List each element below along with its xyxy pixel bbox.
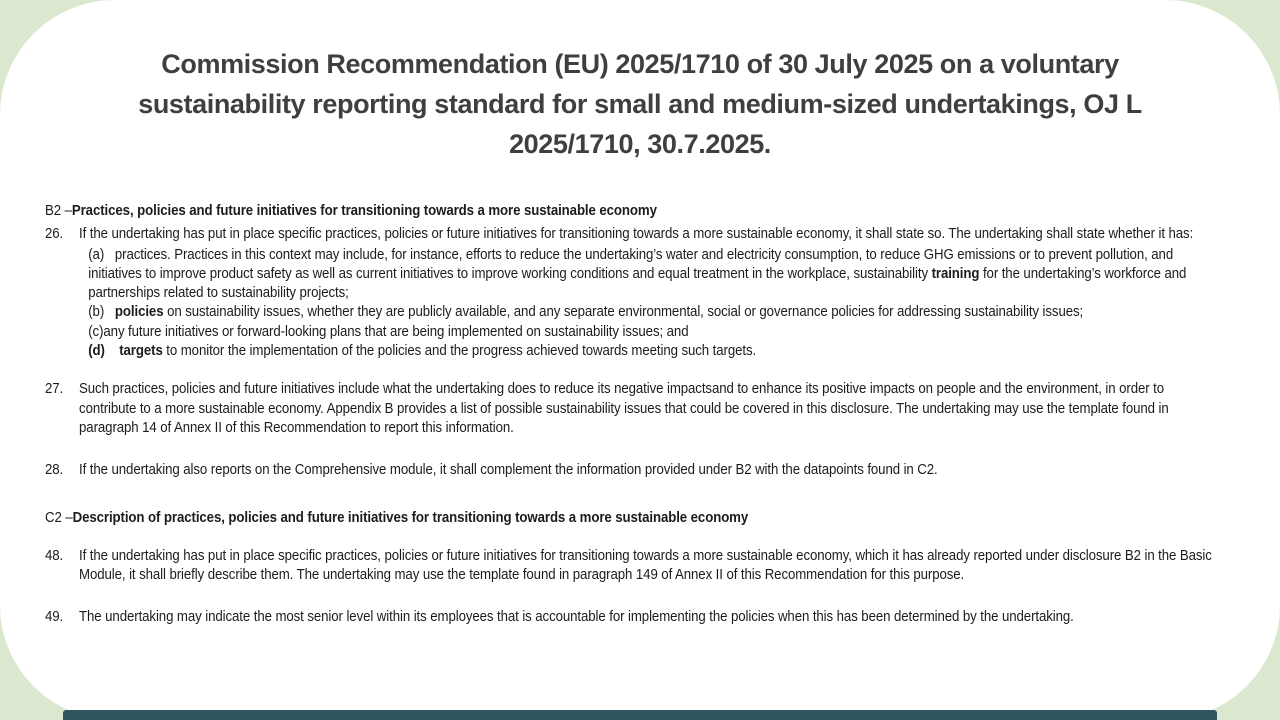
bottom-accent-bar (63, 710, 1217, 720)
sub-paragraph (45, 246, 1224, 304)
paragraph-number: 27. (45, 381, 64, 398)
title-line: Commission Recommendation (EU) 2025/1710 of 30 July 2025 on a voluntary (161, 49, 1119, 79)
sub-paragraph (45, 303, 1224, 322)
section-heading (45, 509, 1224, 528)
sub-paragraph (45, 323, 1224, 342)
paragraph-text: (d) targets to monitor the implementation of the policies and the progress achieved towards meeting such targets. (88, 343, 757, 360)
title-line: sustainability reporting standard for small and medium-sized undertakings, OJ L (138, 89, 1142, 119)
numbered-paragraph (45, 380, 1224, 438)
numbered-paragraph (45, 608, 1224, 627)
numbered-paragraph (45, 461, 1224, 480)
paragraph-text: Such practices, policies and future initiatives include what the undertaking does to reduce its negative impactsand to enhance its positive impacts on people and the environment, in order to contribute to a more sustainable economy. Appendix B provides a list of possible sustainability issues that could be covered in this disclosure. The undertaking may use the template found in paragraph 14 of Annex II of this Recommendation to report this information. (79, 381, 1169, 436)
paragraph-text: C2 –Description of practices, policies and future initiatives for transitioning towards a more sustainable economy (45, 509, 749, 526)
document-body (45, 202, 1224, 628)
numbered-paragraph (45, 225, 1224, 244)
paragraph-number: 28. (45, 462, 64, 479)
paragraph-number: 49. (45, 609, 64, 626)
sub-paragraph (45, 342, 1224, 361)
paragraph-text: If the undertaking has put in place specific practices, policies or future initiatives for transitioning towards a more sustainable economy, it shall state so. The undertaking shall state whether it has: (79, 226, 1194, 243)
numbered-paragraph (45, 547, 1224, 586)
paragraph-text: (a) practices. Practices in this context may include, for instance, efforts to reduce the undertaking’s water and electricity consumption, to reduce GHG emissions or to prevent pollution, and initiatives to improve product safety as well as current initiatives to improve working conditions and equal treatment in the workplace, sustainability training for the undertaking’s workforce and partnerships related to sustainability projects; (88, 246, 1187, 302)
paragraph-text: B2 –Practices, policies and future initiatives for transitioning towards a more sustainable economy (45, 203, 657, 219)
section-heading (45, 202, 1224, 221)
title-line: 2025/1710, 30.7.2025. (509, 129, 771, 159)
paragraph-number: 26. (45, 226, 64, 243)
paragraph-text: (c)any future initiatives or forward-looking plans that are being implemented on sustainability issues; and (88, 323, 689, 340)
paragraph-number: 48. (45, 547, 64, 564)
page-title (0, 44, 1280, 164)
paragraph-text: If the undertaking also reports on the Comprehensive module, it shall complement the information provided under B2 with the datapoints found in C2. (79, 462, 938, 479)
paragraph-text: (b) policies on sustainability issues, whether they are publicly available, and any separate environmental, social or governance policies for addressing sustainability issues; (88, 304, 1084, 321)
paragraph-text: If the undertaking has put in place specific practices, policies or future initiatives for transitioning towards a more sustainable economy, which it has already reported under disclosure B2 in the Basic Module, it shall briefly describe them. The undertaking may use the template found in paragraph 149 of Annex II of this Recommendation for this purpose. (79, 547, 1212, 584)
paragraph-text: The undertaking may indicate the most senior level within its employees that is accountable for implementing the policies when this has been determined by the undertaking. (79, 609, 1074, 626)
